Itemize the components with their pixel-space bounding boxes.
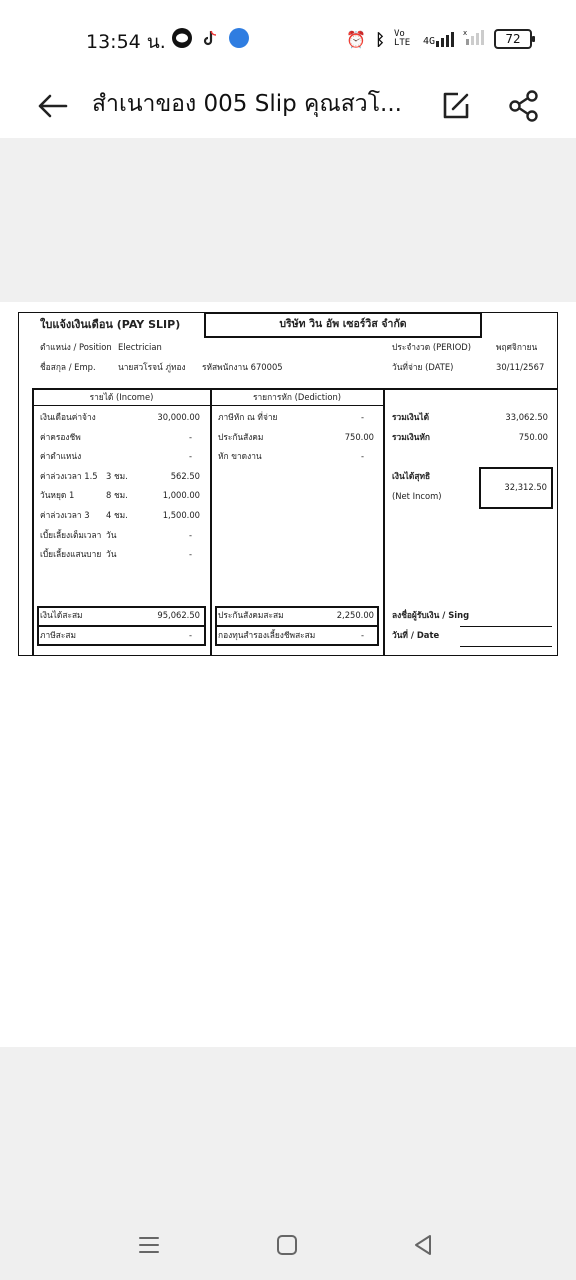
income-row-label: เงินเดือนค่าจ้าง (40, 412, 96, 422)
menu-icon (136, 1232, 162, 1258)
edit-icon (436, 84, 476, 124)
income-row-hours: 3 ชม. (106, 470, 128, 481)
viewer-background-top (0, 138, 576, 302)
ytd-fund-value: - (360, 630, 364, 640)
income-row-hours: 8 ชม. (106, 490, 128, 501)
income-row-value: 30,000.00 (157, 412, 200, 422)
income-deduction-divider (210, 388, 212, 656)
signature-line (460, 626, 552, 627)
volte-icon: Vo LTE (393, 29, 411, 48)
employee-id: รหัสพนักงาน 670005 (202, 362, 283, 372)
total-deduction-value: 750.00 (518, 432, 548, 442)
share-icon (504, 84, 544, 124)
period-label: ประจำงวด (PERIOD) (392, 342, 472, 352)
income-row-hours: 4 ชม. (106, 510, 128, 520)
status-time: 13:54 น. (86, 31, 166, 53)
status-icons (346, 27, 532, 51)
battery-level: 72 (505, 32, 521, 46)
ytd-sso-label: ประกันสังคมสะสม (218, 610, 284, 620)
document-title: สำเนาของ 005 Slip คุณสวโ... (92, 91, 402, 117)
deduction-row-value: - (360, 412, 364, 422)
income-row-label: วันหยุด 1 (40, 490, 75, 501)
pay-date-label: วันที่จ่าย (DATE) (392, 362, 454, 372)
signal-4g-icon (423, 31, 454, 47)
battery-icon (494, 29, 532, 49)
ytd-income-value: 95,062.50 (157, 610, 200, 620)
income-header: รายได้ (Income) (89, 392, 154, 402)
deduction-row-label: ภาษีหัก ณ ที่จ่าย (218, 412, 278, 422)
share-button[interactable] (504, 84, 544, 124)
nav-back-button[interactable] (410, 1232, 436, 1258)
deduction-row-value: - (360, 451, 364, 462)
edit-button[interactable] (436, 84, 476, 124)
receiver-sign-label: ลงชื่อผู้รับเงิน / Sing (392, 610, 470, 620)
ytd-income-label: เงินได้สะสม (40, 610, 83, 620)
income-row-label: เบี้ยเลี้ยงแสนบาย (40, 549, 102, 560)
total-deduction-label: รวมเงินหัก (392, 432, 430, 442)
ytd-tax-label: ภาษีสะสม (40, 630, 76, 640)
income-row-value: - (188, 549, 192, 560)
svg-text:x: x (463, 29, 468, 37)
alarm-icon: ⏰ (346, 29, 367, 49)
income-row-value: 1,000.00 (162, 490, 200, 501)
position-label: ตำแหน่ง / Position (40, 342, 112, 352)
tiktok-icon (200, 28, 220, 48)
sign-date-line (460, 646, 552, 647)
income-row-label: ค่าครองชีพ (40, 431, 81, 442)
home-square-icon (274, 1232, 300, 1258)
network-type: 4G (422, 36, 435, 47)
messenger-icon (229, 28, 249, 48)
app-header (0, 76, 576, 138)
pay-slip-title: ใบแจ้งเงินเดือน (PAY SLIP) (40, 318, 181, 331)
net-income-value: 32,312.50 (504, 482, 547, 492)
system-nav-bar (0, 1210, 576, 1280)
triangle-back-icon (410, 1232, 436, 1258)
ytd-tax-value: - (188, 630, 192, 640)
income-row-label: ค่าตำแหน่ง (40, 451, 82, 462)
period-value: พฤศจิกายน (496, 342, 538, 352)
income-row-value: - (188, 529, 192, 540)
table-top-rule (32, 388, 558, 390)
home-button[interactable] (274, 1232, 300, 1258)
document-page[interactable] (0, 302, 576, 1047)
line-app-icon (172, 28, 192, 48)
ytd-fund-label: กองทุนสำรองเลี้ยงชีพสะสม (218, 630, 316, 640)
employee-name: นายสวโรจน์ ภู่ทอง (118, 362, 186, 372)
bluetooth-icon: ᛒ (375, 29, 385, 49)
ytd-income-mid-rule (37, 625, 206, 627)
deduction-header: รายการหัก (Dediction) (252, 392, 342, 402)
deduction-row-label: ประกันสังคม (218, 431, 264, 442)
income-row-value: - (188, 451, 192, 462)
slip-outer-frame (18, 312, 558, 656)
arrow-left-icon (32, 84, 72, 124)
income-row-value: 1,500.00 (162, 510, 200, 520)
ytd-deduction-mid-rule (215, 625, 379, 627)
income-row-hours: วัน (106, 549, 117, 560)
income-row-label: เบี้ยเลี้ยงเต็มเวลา (40, 529, 102, 540)
ytd-sso-value: 2,250.00 (336, 610, 374, 620)
pay-date-value: 30/11/2567 (496, 362, 545, 372)
deduction-row-value: 750.00 (344, 431, 374, 442)
signal-weak-icon (463, 29, 485, 49)
income-row-value: - (188, 431, 192, 442)
back-button[interactable] (32, 84, 72, 124)
income-left-rule (32, 388, 34, 656)
income-row-label: ค่าล่วงเวลา 1.5 (40, 470, 98, 481)
deduction-summary-divider (383, 388, 385, 656)
status-bar (0, 0, 576, 76)
net-income-label-en: (Net Incom) (392, 491, 442, 501)
company-name: บริษัท วิน อัพ เซอร์วิส จำกัด (279, 318, 407, 330)
recent-apps-button[interactable] (136, 1232, 162, 1258)
sign-date-label: วันที่ / Date (392, 630, 440, 640)
total-income-label: รวมเงินได้ (392, 412, 430, 422)
employee-label: ชื่อสกุล / Emp. (40, 362, 96, 372)
deduction-row-label: หัก ขาดงาน (218, 451, 262, 462)
position-value: Electrician (118, 342, 162, 352)
income-row-label: ค่าล่วงเวลา 3 (40, 510, 90, 520)
net-income-label: เงินได้สุทธิ (392, 471, 431, 481)
header-bottom-rule (32, 405, 384, 406)
viewer-background-bottom (0, 1047, 576, 1210)
income-row-value: 562.50 (170, 470, 200, 481)
income-row-hours: วัน (106, 529, 117, 540)
total-income-value: 33,062.50 (505, 412, 548, 422)
